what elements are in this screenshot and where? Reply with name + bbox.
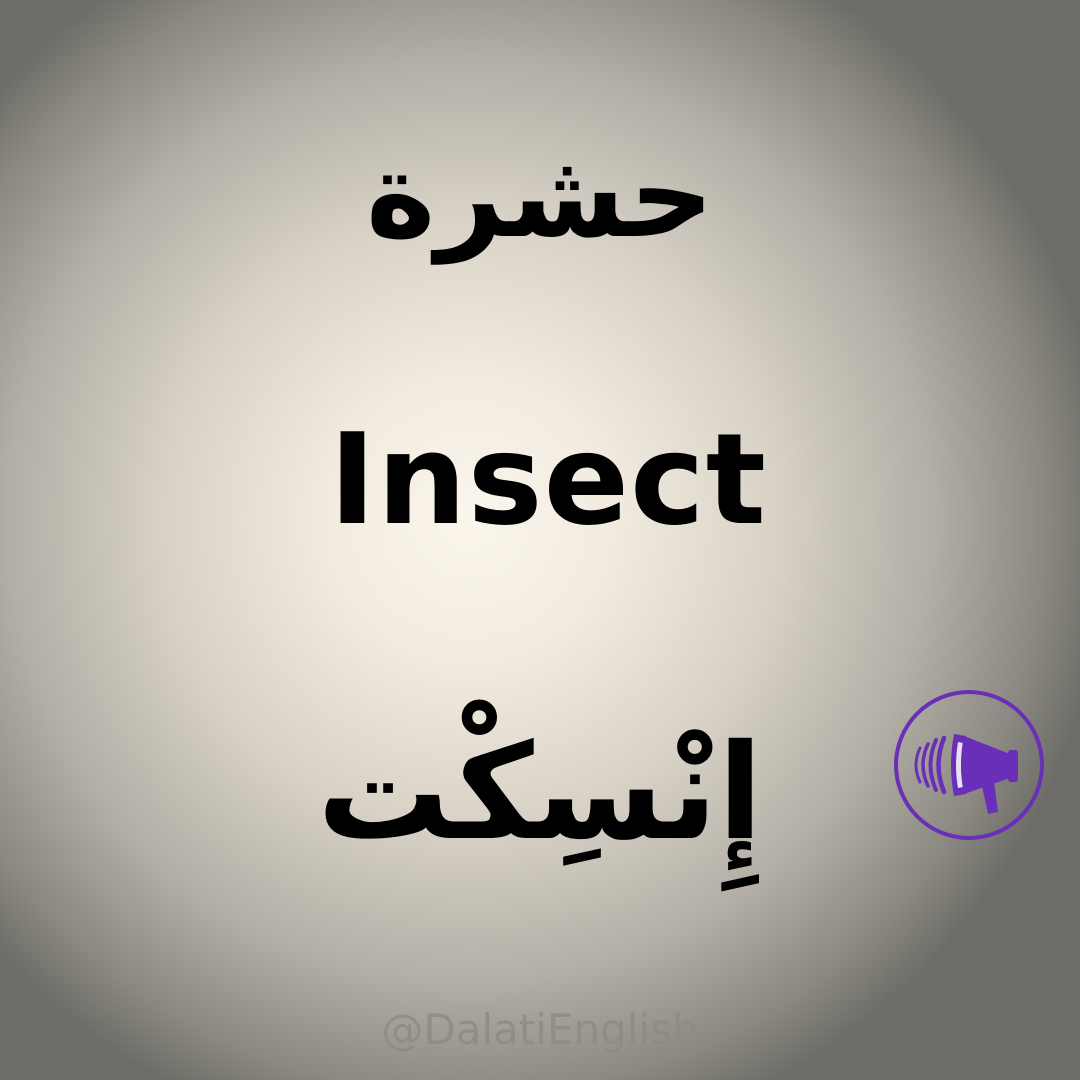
watermark-handle: @DalatiEnglish bbox=[381, 1005, 699, 1054]
megaphone-icon bbox=[898, 694, 1040, 836]
arabic-word: حشرة bbox=[365, 126, 715, 264]
audio-play-button[interactable] bbox=[894, 690, 1044, 840]
english-word: Insect bbox=[329, 406, 767, 553]
pronunciation: إِنْسِكْت bbox=[317, 716, 763, 870]
